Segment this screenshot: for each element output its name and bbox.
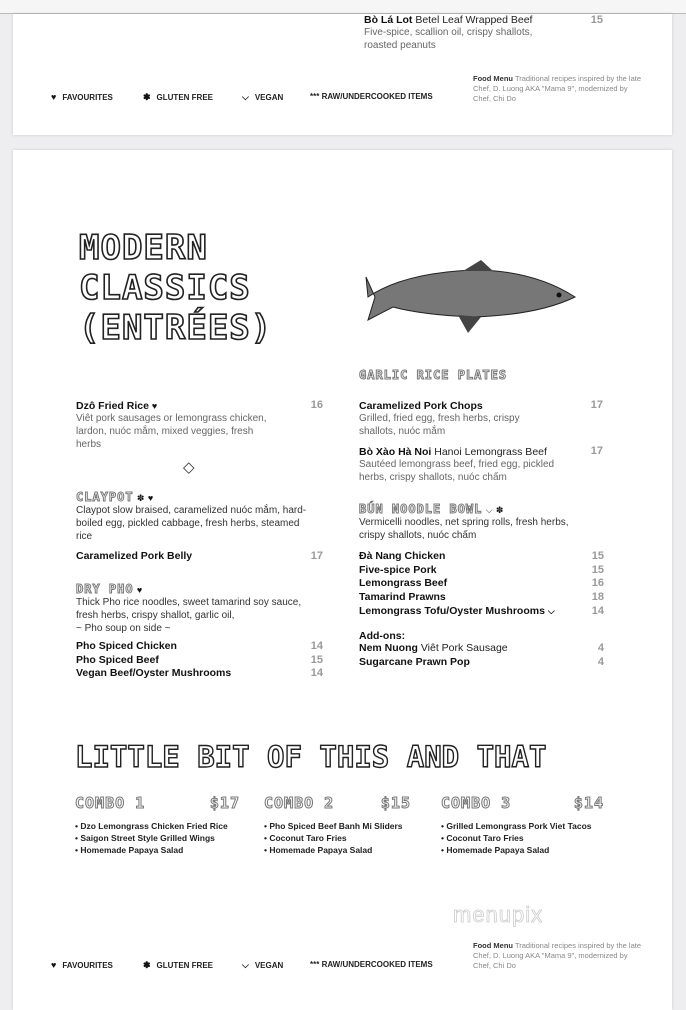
combo-item: • Coconut Taro Fries — [441, 833, 524, 843]
legend-label: GLUTEN FREE — [156, 93, 213, 102]
item-price: 15 — [591, 563, 604, 576]
item-price: 16 — [591, 577, 604, 590]
item-price: 18 — [591, 591, 604, 604]
combo-title: COMBO 1 — [75, 794, 146, 812]
item-name: Bò Xào Hà Noi — [359, 446, 432, 458]
legend-label: GLUTEN FREE — [156, 961, 213, 970]
legend-label: *** RAW/UNDERCOOKED ITEMS — [310, 960, 433, 969]
menu-page-top — [13, 14, 672, 135]
combo-item: • Grilled Lemongrass Pork Viet Tacos — [441, 821, 592, 831]
item-name: Lemongrass Tofu/Oyster Mushrooms — [359, 604, 545, 617]
vegan-pot-icon: ⌵ — [242, 92, 249, 102]
menu-item — [76, 550, 323, 562]
item-name: Sugarcane Prawn Pop — [359, 655, 470, 668]
item-price: 14 — [591, 604, 604, 617]
item-desc: Five-spice, scallion oil, crispy shallots, roasted peanuts — [364, 27, 533, 51]
item-desc: Sautéed lemongrass beef, fried egg, pickled herbs, crispy shallots, nuóc chấm — [359, 459, 555, 483]
watermark: menupix — [453, 902, 544, 927]
gluten-free-icon: ✽ — [495, 505, 504, 515]
title-line: CLASSICS — [79, 268, 251, 308]
diamond-divider-icon: ◇ — [183, 459, 195, 476]
item-price: 17 — [310, 550, 323, 562]
heart-icon: ♥ — [151, 401, 158, 411]
legend-gluten-free — [143, 92, 213, 103]
section-desc: Vermicelli noodles, net spring rolls, fresh herbs, crispy shallots, nuóc chấm — [359, 517, 569, 541]
section-desc: Thick Pho rice noodles, sweet tamarind soy sauce, fresh herbs, crispy shallot, garlic oil, — [76, 597, 302, 621]
item-name: Đà Nang Chicken — [359, 550, 446, 562]
combo-item: • Homemade Papaya Salad — [75, 845, 184, 855]
title-line: MODERN — [79, 228, 208, 268]
food-menu-text: Traditional recipes inspired by the late Chef, D. Luong AKA "Mama 9", modernized by Chef, Chi Do — [473, 941, 641, 970]
food-menu-note — [473, 74, 643, 104]
item-price: 4 — [597, 655, 604, 668]
combo-item: • Coconut Taro Fries — [264, 833, 347, 843]
item-subname: Viêt Pork Sausage — [417, 642, 508, 654]
item-name: Caramelized Pork Belly — [76, 550, 193, 562]
combo-price: $14 — [573, 794, 604, 812]
combo-item: • Pho Spiced Beef Banh Mi Sliders — [264, 821, 403, 831]
combo-3 — [441, 794, 604, 856]
section-note: ~ Pho soup on side ~ — [76, 623, 171, 634]
little-bit-title: LITTLE BIT OF THIS AND THAT — [75, 740, 547, 774]
heart-icon: ♥ — [147, 493, 154, 503]
food-menu-label: Food Menu — [473, 74, 513, 83]
gluten-free-icon: ✽ — [136, 493, 145, 503]
vegan-pot-icon: ⌵ — [485, 505, 493, 515]
addons — [359, 630, 604, 669]
salmon-illustration — [363, 255, 583, 340]
legend-favourites — [51, 960, 113, 970]
legend-vegan — [242, 960, 283, 971]
food-menu-text: Traditional recipes inspired by the late Chef, D. Luong AKA "Mama 9", modernized by Chef, Chi Do — [473, 74, 641, 103]
item-price: 14 — [310, 667, 323, 679]
legend-vegan — [242, 92, 283, 103]
section-bun — [359, 502, 579, 542]
menu-item — [359, 400, 559, 438]
gluten-free-icon: ✽ — [143, 92, 151, 102]
item-name: Lemongrass Beef — [359, 577, 448, 590]
heart-icon: ♥ — [51, 960, 57, 970]
combo-1 — [75, 794, 240, 856]
item-desc: Grilled, fried egg, fresh herbs, crispy shallots, nuóc mắm — [359, 413, 520, 437]
item-name: Nem Nuong — [359, 642, 418, 654]
section-heading: GARLIC RICE PLATES — [359, 368, 508, 382]
gluten-free-icon: ✽ — [143, 960, 151, 970]
combo-item: • Homemade Papaya Salad — [264, 845, 373, 855]
legend-label: VEGAN — [254, 961, 284, 970]
item-dzo-fried-rice — [76, 400, 276, 451]
item-price: 17 — [590, 399, 603, 411]
combo-item: • Dzo Lemongrass Chicken Fried Rice — [75, 821, 228, 831]
legend-gluten-free — [143, 960, 213, 971]
combo-price: $15 — [380, 794, 411, 812]
section-claypot — [76, 490, 316, 543]
legend-label: FAVOURITES — [62, 92, 113, 102]
bun-items — [359, 550, 604, 618]
heart-icon: ♥ — [51, 92, 57, 102]
item-name: Dzô Fried Rice — [76, 400, 149, 412]
top-bar — [0, 0, 686, 14]
legend-raw — [310, 92, 433, 101]
item-name: Pho Spiced Chicken — [76, 640, 177, 652]
item-name: Tamarind Prawns — [359, 591, 446, 604]
legend-label: *** RAW/UNDERCOOKED ITEMS — [310, 92, 433, 101]
legend-raw — [310, 960, 433, 969]
legend-label: VEGAN — [254, 93, 284, 102]
combo-title: COMBO 2 — [264, 794, 335, 812]
item-subname: Betel Leaf Wrapped Beef — [412, 14, 533, 26]
item-desc: Viêt pork sausages or lemongrass chicken, lardon, nuóc mắm, mixed veggies, fresh herbs — [76, 413, 267, 450]
legend-favourites — [51, 92, 113, 102]
item-price: 15 — [590, 14, 603, 26]
section-title — [79, 228, 272, 348]
section-desc: Claypot slow braised, caramelized nuóc mắm, hard-boiled egg, pickled cabbage, fresh herbs, steamed rice — [76, 505, 307, 542]
vegan-pot-icon: ⌵ — [242, 960, 249, 970]
item-name: Caramelized Pork Chops — [359, 400, 483, 412]
section-heading: DRY PHO — [76, 582, 134, 596]
item-name: Bò Lá Lot — [364, 14, 413, 26]
combo-item: • Saigon Street Style Grilled Wings — [75, 833, 215, 843]
heart-icon: ♥ — [136, 585, 143, 595]
combo-price: $17 — [209, 794, 240, 812]
combo-item: • Homemade Papaya Salad — [441, 845, 550, 855]
section-heading: BÚN NOODLE BOWL — [359, 502, 483, 516]
menu-page-main — [13, 150, 672, 1010]
addons-heading: Add-ons: — [359, 630, 406, 642]
dry-pho-items — [76, 640, 323, 681]
item-price: 4 — [597, 642, 604, 654]
legend-label: FAVOURITES — [62, 960, 113, 970]
combo-2 — [264, 794, 411, 856]
item-name: Vegan Beef/Oyster Mushrooms — [76, 667, 232, 679]
item-price: 15 — [591, 550, 604, 562]
item-price: 17 — [590, 445, 603, 457]
item-price: 14 — [310, 640, 323, 652]
menu-item — [359, 446, 569, 484]
item-price: 16 — [310, 399, 323, 411]
item-price: 15 — [310, 653, 323, 666]
item-name: Pho Spiced Beef — [76, 653, 159, 666]
item-subname: Hanoi Lemongrass Beef — [431, 446, 547, 458]
title-line: (ENTRÉES) — [79, 308, 273, 348]
food-menu-label: Food Menu — [473, 941, 513, 950]
menu-item — [364, 14, 564, 52]
combo-title: COMBO 3 — [441, 794, 512, 812]
section-dry-pho — [76, 582, 316, 635]
vegan-pot-icon: ⌵ — [547, 605, 555, 616]
item-name: Five-spice Pork — [359, 563, 437, 576]
section-heading: CLAYPOT — [76, 490, 134, 504]
food-menu-note — [473, 941, 643, 971]
